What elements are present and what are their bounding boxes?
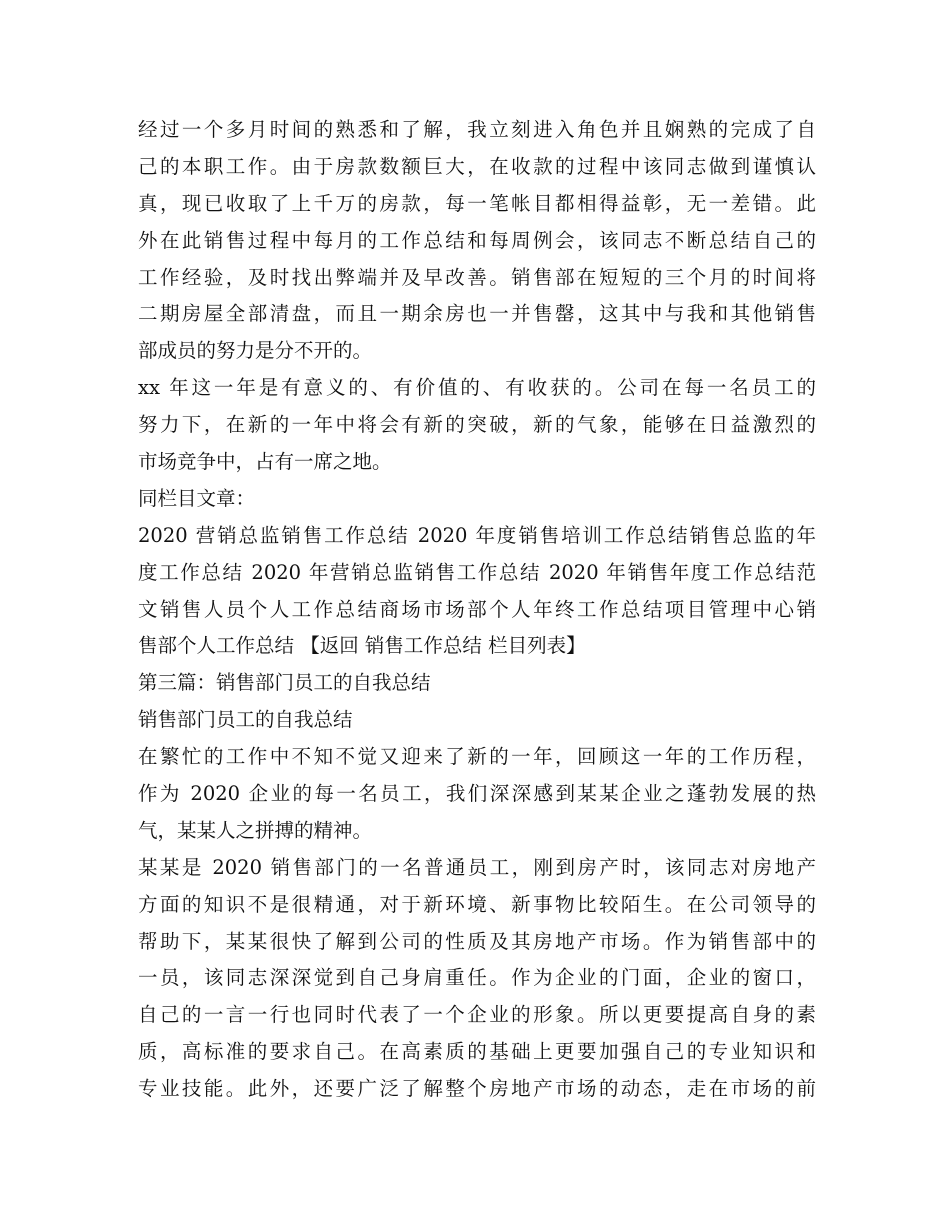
section-heading: 第三篇：销售部门员工的自我总结 [138,671,431,695]
text-line: 一员，该同志深深觉到自己身肩重任。作为企业的门面，企业的窗口， [138,966,816,990]
text-line: 在繁忙的工作中不知不觉又迎来了新的一年，回顾这一年的工作历程， [138,745,816,769]
text-line: 真，现已收取了上千万的房款，每一笔帐目都相得益彰，无一差错。此 [138,191,816,215]
text-line: 二期房屋全部清盘，而且一期余房也一并售罄，这其中与我和其他销售 [138,302,816,326]
text-line: 工作经验，及时找出弊端并及早改善。销售部在短短的三个月的时间将 [138,265,816,289]
text-line: 努力下，在新的一年中将会有新的突破，新的气象，能够在日益激烈的 [138,413,816,437]
related-articles-links-return[interactable]: 售部个人工作总结 【返回 销售工作总结 栏目列表】 [138,634,586,658]
text-line: 专业技能。此外，还要广泛了解整个房地产市场的动态，走在市场的前 [138,1077,816,1101]
related-articles-links[interactable]: 度工作总结 2020 年营销总监销售工作总结 2020 年销售年度工作总结范 [138,560,816,584]
text-line: 作为 2020 企业的每一名员工，我们深深感到某某企业之蓬勃发展的热 [138,782,816,806]
text-line: 某某是 2020 销售部门的一名普通员工，刚到房产时，该同志对房地产 [138,855,816,879]
text-line: 自己的一言一行也同时代表了一个企业的形象。所以更要提高自身的素 [138,1003,816,1027]
text-line: 外在此销售过程中每月的工作总结和每周例会，该同志不断总结自己的 [138,228,816,252]
text-line: 方面的知识不是很精通，对于新环境、新事物比较陌生。在公司领导的 [138,892,816,916]
text-line: 质，高标准的要求自己。在高素质的基础上更要加强自己的专业知识和 [138,1040,816,1064]
text-line: xx 年这一年是有意义的、有价值的、有收获的。公司在每一名员工的 [138,376,816,400]
text-line: 部成员的努力是分不开的。 [138,339,373,363]
text-line: 己的本职工作。由于房款数额巨大，在收款的过程中该同志做到谨慎认 [138,154,816,178]
document-body [138,112,816,1108]
text-line: 气，某某人之拼搏的精神。 [138,818,373,842]
related-articles-heading: 同栏目文章： [138,486,256,510]
text-line: 帮助下，某某很快了解到公司的性质及其房地产市场。作为销售部中的 [138,929,816,953]
text-line: 经过一个多月时间的熟悉和了解，我立刻进入角色并且娴熟的完成了自 [138,118,816,141]
related-articles-links[interactable]: 文销售人员个人工作总结商场市场部个人年终工作总结项目管理中心销 [138,597,816,621]
section-subtitle: 销售部门员工的自我总结 [138,708,353,732]
text-line: 市场竞争中，占有一席之地。 [138,450,392,474]
related-articles-links[interactable]: 2020 营销总监销售工作总结 2020 年度销售培训工作总结销售总监的年 [138,523,816,547]
